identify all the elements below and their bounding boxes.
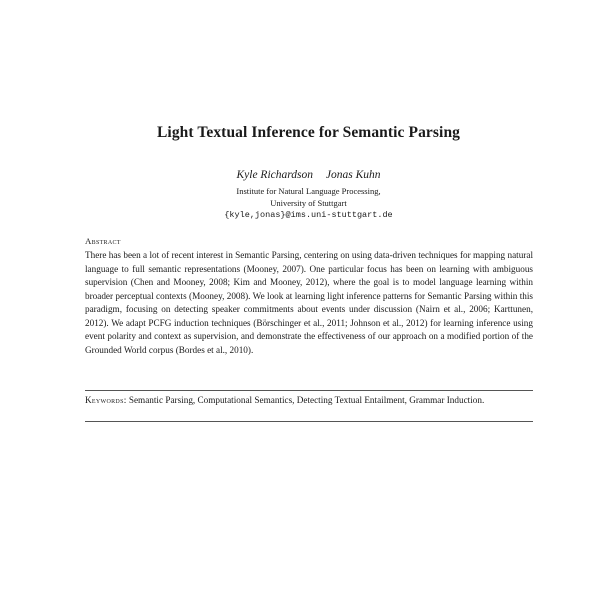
affiliation-institute: Institute for Natural Language Processing, <box>236 186 381 196</box>
author-name: Kyle Richardson <box>236 169 314 181</box>
abstract-heading: Abstract <box>85 236 121 246</box>
keywords-block <box>85 394 533 407</box>
keywords-label: Keywords: <box>85 395 127 405</box>
keywords-bottom-rule <box>85 421 533 422</box>
keywords-text: Semantic Parsing, Computational Semantics, Detecting Textual Entailment, Grammar Induction. <box>128 395 485 405</box>
keywords-top-rule <box>85 390 533 391</box>
paper-title: Light Textual Inference for Semantic Parsing <box>156 124 461 141</box>
author-email: {kyle,jonas}@ims.uni-stuttgart.de <box>224 210 393 220</box>
abstract-body: There has been a lot of recent interest in Semantic Parsing, centering on using data-driven techniques for mapping natural language to full semantic representations (Mooney, 2007). One particular focus has been on learning with ambiguous supervision (Chen and Mooney, 2008; Kim and Mooney, 2012), where the goal is to model language learning within broader perceptual contexts (Mooney, 2008). We look at learning light inference patterns for Semantic Parsing within this paradigm, focusing on detecting speaker commitments about events under discussion (Nairn et al., 2006; Karttunen, 2012). We adapt PCFG induction techniques (Börschinger et al., 2011; Johnson et al., 2012) for learning inference using event polarity and context as supervision, and demonstrate the effectiveness of our approach on a modified portion of the Grounded World corpus (Bordes et al., 2010). <box>85 250 533 355</box>
paper-page <box>84 0 533 600</box>
author-name: Jonas Kuhn <box>325 169 381 181</box>
affiliation-university: University of Stuttgart <box>270 198 347 208</box>
author-list <box>84 169 533 181</box>
